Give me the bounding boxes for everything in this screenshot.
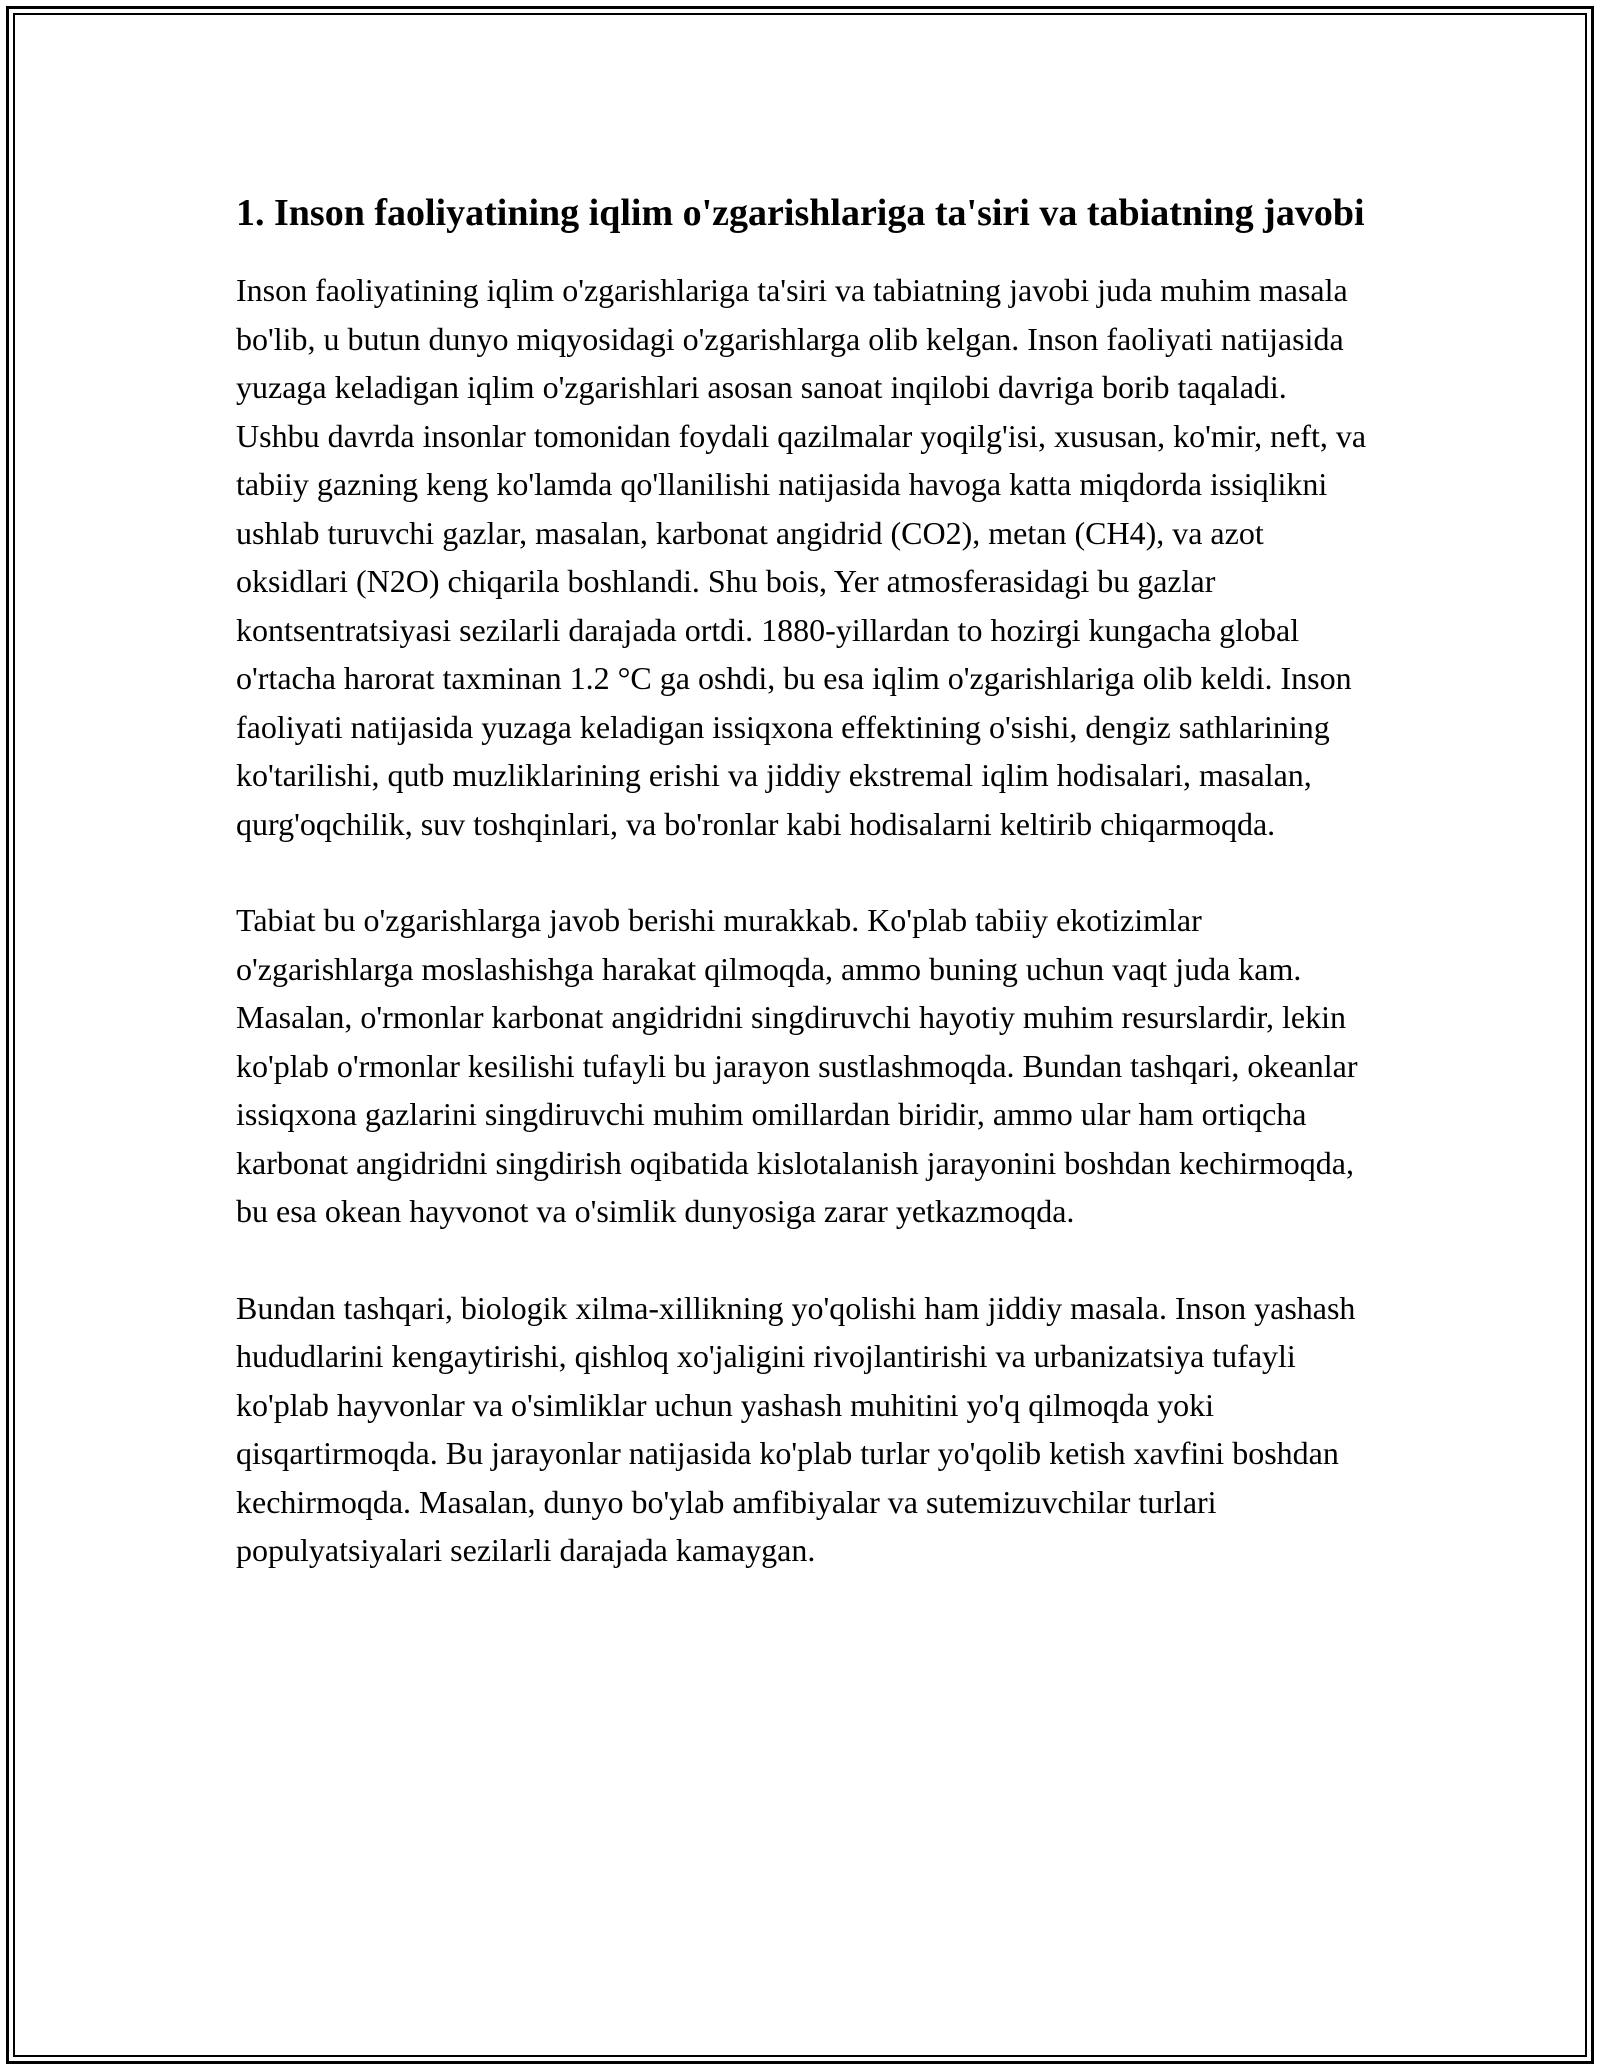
paragraph-1: Inson faoliyatining iqlim o'zgarishlariga ta'siri va tabiatning javobi juda muhim masala bo'lib, u butun dunyo miqyosidagi o'zgarishlarga olib kelgan. Inson faoliyati natijasida yuzaga keladigan iqlim o'zgarishlari asosan sanoat inqilobi davriga borib taqaladi. Ushbu davrda insonlar tomonidan foydali qazilmalar yoqilg'isi, xususan, ko'mir, neft, va tabiiy gazning keng ko'lamda qo'llanilishi natijasida havoga katta miqdorda issiqlikni ushlab turuvchi gazlar, masalan, karbonat angidrid (CO2), metan (CH4), va azot oksidlari (N2O) chiqarila boshlandi. Shu bois, Yer atmosferasidagi bu gazlar kontsentratsiyasi sezilarli darajada ortdi. 1880-yillardan to hozirgi kungacha global o'rtacha harorat taxminan 1.2 °C ga oshdi, bu esa iqlim o'zgarishlariga olib keldi. Inson faoliyati natijasida yuzaga keladigan issiqxona effektining o'sishi, dengiz sathlarining ko'tarilishi, qutb muzliklarining erishi va jiddiy ekstremal iqlim hodisalari, masalan, qurg'oqchilik, suv toshqinlari, va bo'ronlar kabi hodisalarni keltirib chiqarmoqda.	[236, 272, 1367, 842]
section-heading: 1. Inson faoliyatining iqlim o'zgarishlariga ta'siri va tabiatning javobi	[236, 192, 1365, 234]
paragraph-2: Tabiat bu o'zgarishlarga javob berishi murakkab. Ko'plab tabiiy ekotizimlar o'zgarishlarga moslashishga harakat qilmoqda, ammo buning uchun vaqt juda kam. Masalan, o'rmonlar karbonat angidridni singdiruvchi hayotiy muhim resurslardir, lekin ko'plab o'rmonlar kesilishi tufayli bu jarayon sustlashmoqda. Bundan tashqari, okeanlar issiqxona gazlarini singdiruvchi muhim omillardan biridir, ammo ular ham ortiqcha karbonat angidridni singdirish oqibatida kislotalanish jarayonini boshdan kechirmoqda, bu esa okean hayvonot va o'simlik dunyosiga zarar yetkazmoqda.	[236, 902, 1358, 1229]
paragraph-3: Bundan tashqari, biologik xilma-xillikning yo'qolishi ham jiddiy masala. Inson yashash hududlarini kengaytirishi, qishloq xo'jaligini rivojlantirishi va urbanizatsiya tufayli ko'plab hayvonlar va o'simliklar uchun yashash muhitini yo'q qilmoqda yoki qisqartirmoqda. Bu jarayonlar natijasida ko'plab turlar yo'qolib ketish xavfini boshdan kechirmoqda. Masalan, dunyo bo'ylab amfibiyalar va sutemizuvchilar turlari populyatsiyalari sezilarli darajada kamaygan.	[236, 1289, 1356, 1568]
document-body	[236, 186, 1376, 1575]
